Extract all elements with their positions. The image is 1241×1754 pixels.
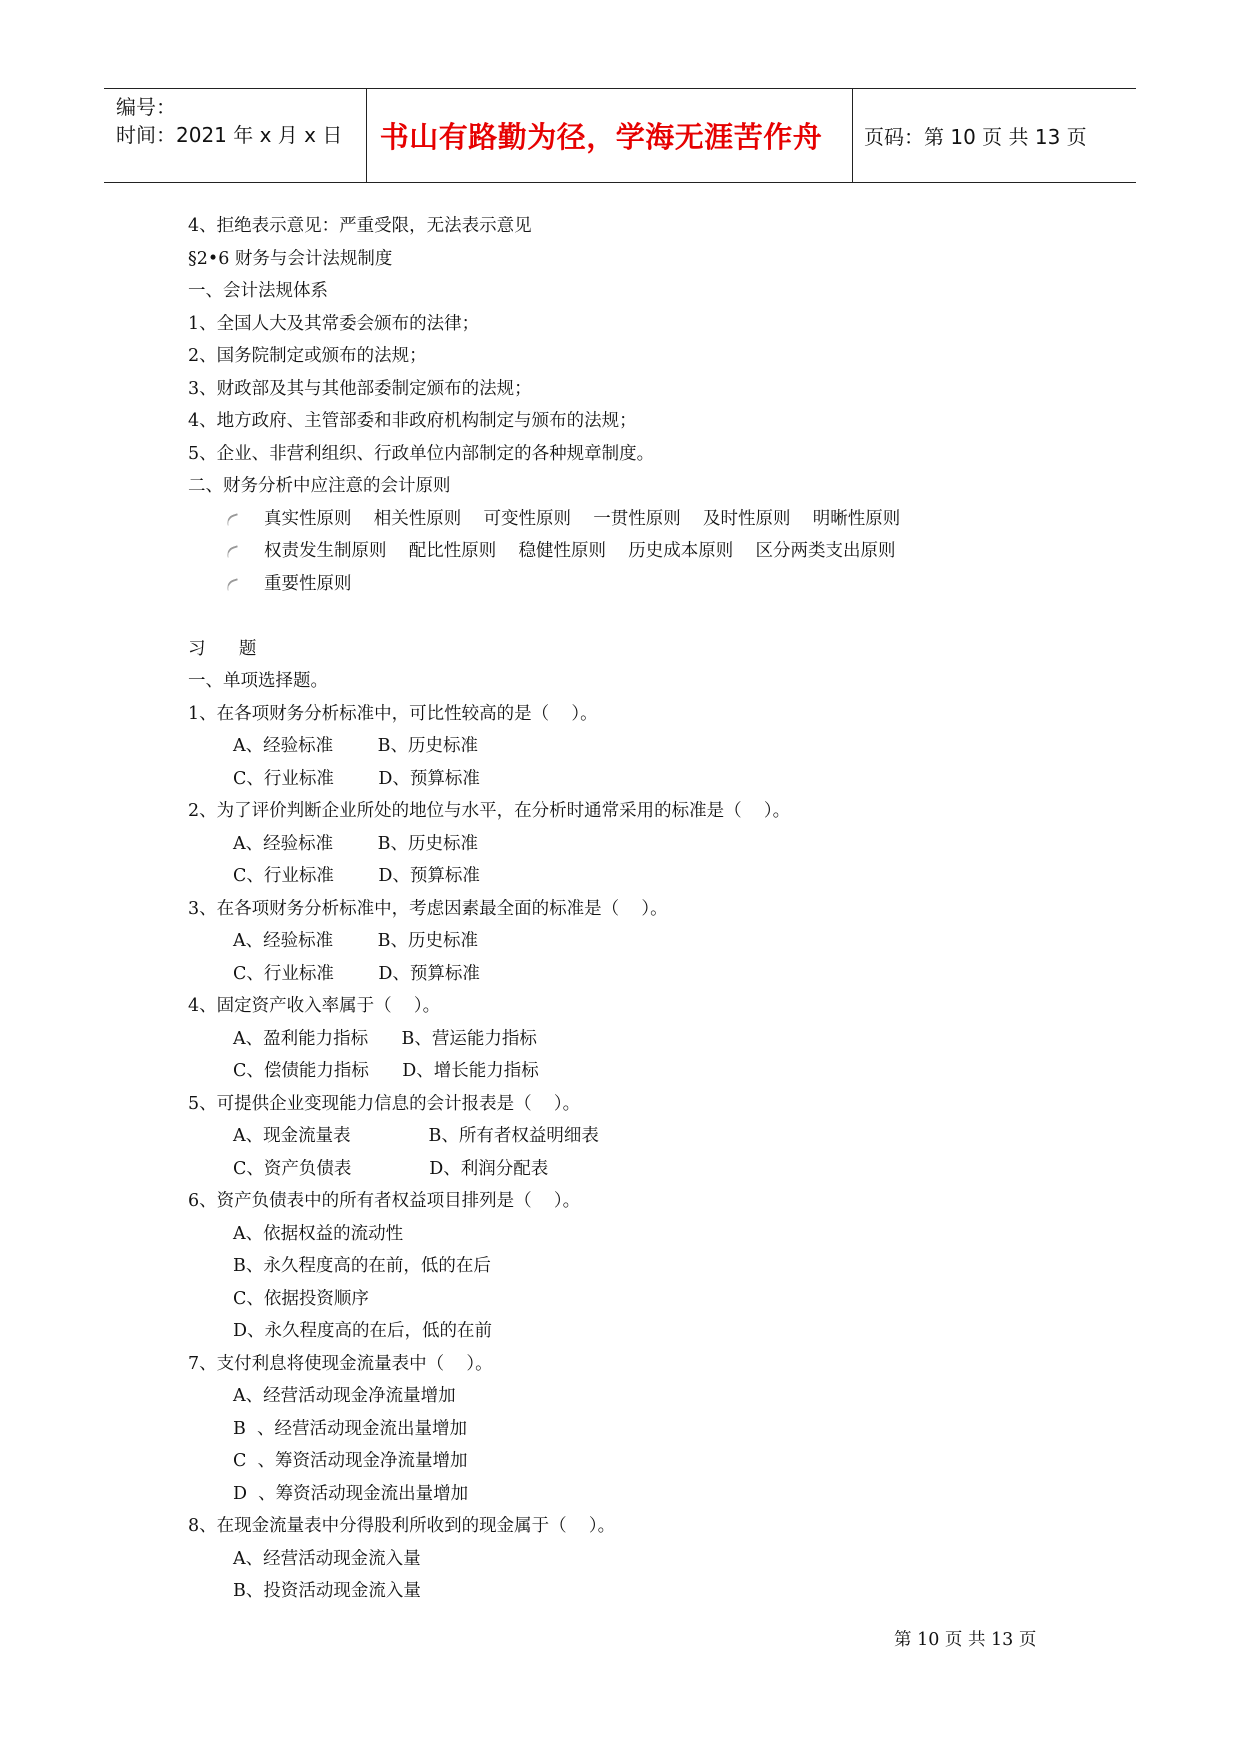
answer-option: B、永久程度高的在前，低的在后 xyxy=(233,1256,491,1276)
text-line: 4、地方政府、主管部委和非政府机构制定与颁布的法规； xyxy=(188,411,637,431)
answer-option: C、资产负债表 D、利润分配表 xyxy=(233,1158,549,1179)
question: 2、为了评价判断企业所处的地位与水平，在分析时通常采用的标准是（ ）。 xyxy=(188,801,791,821)
principle-line: 权责发生制原则 配比性原则 稳健性原则 历史成本原则 区分两类支出原则 xyxy=(264,541,896,561)
text-line: §2•6 财务与会计法规制度 xyxy=(188,248,393,269)
answer-option: A、经验标准 B、历史标准 xyxy=(233,931,478,951)
answer-option: C、行业标准 D、预算标准 xyxy=(233,768,480,789)
answer-option: A、盈利能力指标 B、营运能力指标 xyxy=(233,1028,537,1049)
answer-option: D 、筹资活动现金流出量增加 xyxy=(233,1483,469,1504)
number-label: 编号： xyxy=(116,95,176,119)
question: 6、资产负债表中的所有者权益项目排列是（ ）。 xyxy=(188,1191,581,1211)
principle-line: 重要性原则 xyxy=(264,573,352,594)
page-header xyxy=(104,88,1136,183)
text-line: 一、会计法规体系 xyxy=(188,281,328,301)
page-footer: 第 10 页 共 13 页 xyxy=(894,1630,1037,1650)
text-line: 5、企业、非营利组织、行政单位内部制定的各种规章制度。 xyxy=(188,443,655,464)
answer-option: C 、筹资活动现金净流量增加 xyxy=(233,1451,468,1471)
bullet-icon xyxy=(226,580,240,589)
question: 8、在现金流量表中分得股利所收到的现金属于（ ）。 xyxy=(188,1516,616,1536)
answer-option: A、经营活动现金净流量增加 xyxy=(233,1386,456,1406)
answer-option: C、行业标准 D、预算标准 xyxy=(233,963,480,984)
answer-option: C、偿债能力指标 D、增长能力指标 xyxy=(233,1061,539,1081)
text-line: 2、国务院制定或颁布的法规； xyxy=(188,346,427,366)
answer-option: C、依据投资顺序 xyxy=(233,1288,369,1309)
text-line: 二、财务分析中应注意的会计原则 xyxy=(188,476,451,496)
principle-line: 真实性原则 相关性原则 可变性原则 一贯性原则 及时性原则 明晰性原则 xyxy=(264,508,901,529)
answer-option: C、行业标准 D、预算标准 xyxy=(233,866,480,886)
answer-option: A、经营活动现金流入量 xyxy=(233,1548,421,1569)
question: 7、支付利息将使现金流量表中（ ）。 xyxy=(188,1353,493,1374)
answer-option: A、经验标准 B、历史标准 xyxy=(233,736,478,756)
time-label: 时间：2021 年 x 月 x 日 xyxy=(116,123,343,147)
answer-option: B 、经营活动现金流出量增加 xyxy=(233,1418,467,1439)
question: 4、固定资产收入率属于（ ）。 xyxy=(188,996,441,1016)
bullet-icon xyxy=(226,547,240,556)
answer-option: A、依据权益的流动性 xyxy=(233,1223,404,1244)
answer-option: A、现金流量表 B、所有者权益明细表 xyxy=(233,1126,599,1146)
question: 1、在各项财务分析标准中，可比性较高的是（ ）。 xyxy=(188,703,598,724)
answer-option: A、经验标准 B、历史标准 xyxy=(233,833,478,854)
header-motto: 书山有路勤为径，学海无涯苦作舟 xyxy=(379,120,823,154)
header-page-label: 页码：第 10 页 共 13 页 xyxy=(864,125,1087,149)
text-line: 1、全国人大及其常委会颁布的法律； xyxy=(188,313,480,334)
header-meta xyxy=(116,93,342,149)
text-line: 3、财政部及其与其他部委制定颁布的法规； xyxy=(188,378,532,399)
question: 3、在各项财务分析标准中，考虑因素最全面的标准是（ ）。 xyxy=(188,898,668,919)
answer-option: D、永久程度高的在后，低的在前 xyxy=(233,1321,493,1341)
exercise-title: 习 题 xyxy=(188,638,257,659)
text-line: 4、拒绝表示意见：严重受限，无法表示意见 xyxy=(188,216,532,236)
bullet-icon xyxy=(226,515,240,524)
section-title: 一、单项选择题。 xyxy=(188,671,328,691)
header-divider xyxy=(852,89,853,182)
answer-option: B、投资活动现金流入量 xyxy=(233,1581,421,1601)
question: 5、可提供企业变现能力信息的会计报表是（ ）。 xyxy=(188,1093,581,1114)
